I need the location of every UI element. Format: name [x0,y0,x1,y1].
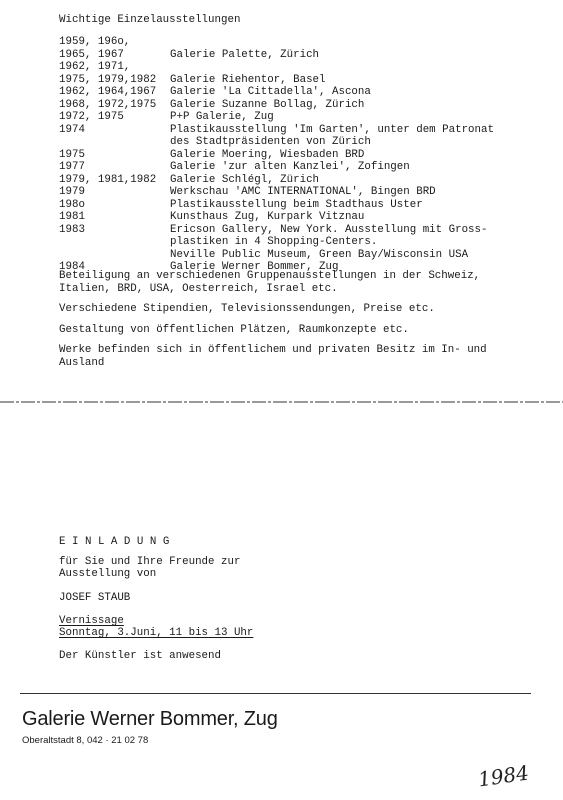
info-paragraphs [59,270,529,377]
info-paragraph: Gestaltung von öffentlichen Plätzen, Raumkonzepte etc. [59,323,409,336]
exhibition-years: 1959, 196o, [59,36,131,48]
vernissage-date: Sonntag, 3.Juni, 11 bis 13 Uhr [59,627,254,639]
exhibition-venue: Ericson Gallery, New York. Ausstellung mit Gross- [170,223,488,236]
artist-name: JOSEF STAUB [59,592,131,604]
exhibition-years: 1968, 1972,1975 [59,98,157,111]
invitation-title: EINLADUNG [59,536,176,548]
exhibition-years: 1977 [59,161,85,173]
info-paragraph: Beteiligung an verschiedenen Gruppenausstellungen in der Schweiz, Italien, BRD, USA, Oesterreich, Israel etc. [59,270,481,295]
exhibition-venue: Galerie 'La Cittadella', Ascona [170,86,371,98]
gallery-address: Oberaltstadt 8, 042 · 21 02 78 [22,735,149,746]
exhibition-venue: des Stadtpräsidenten von Zürich [170,136,371,148]
exhibition-venue: Werkschau 'AMC INTERNATIONAL', Bingen BRD [170,186,436,198]
exhibition-years: 1962, 1971, [59,61,131,73]
exhibition-venue: Kunsthaus Zug, Kurpark Vitznau [170,211,365,223]
section-heading: Wichtige Einzelausstellungen [59,14,241,26]
exhibition-venue: Galerie Schlégl, Zürich [170,173,320,186]
exhibition-years: 1975, 1979,1982 [59,73,157,86]
exhibition-venue: Galerie Suzanne Bollag, Zürich [170,98,365,111]
exhibition-years: 1962, 1964,1967 [59,86,157,98]
exhibition-venue: Galerie Palette, Zürich [170,48,320,61]
exhibition-years: 1972, 1975 [59,111,124,123]
artist-present-note: Der Künstler ist anwesend [59,650,221,662]
divider-rule [20,693,531,694]
info-paragraph: Werke befinden sich in öffentlichem und privaten Besitz im In- und Ausland [59,344,487,369]
invitation-line-1: für Sie und Ihre Freunde zur [59,556,241,568]
handwritten-year: 1984 [476,760,531,792]
exhibition-venue: Galerie 'zur alten Kanzlei', Zofingen [170,161,410,173]
exhibition-years: 1981 [59,211,85,223]
exhibition-years: 1984 [59,261,85,273]
exhibition-years: 1983 [59,223,85,236]
exhibition-venue: Plastikausstellung beim Stadthaus Uster [170,198,423,211]
exhibition-venue: Galerie Werner Bommer, Zug [170,261,339,273]
exhibition-years: 198o [59,198,85,211]
exhibition-venue: plastiken in 4 Shopping-Centers. [170,236,378,248]
gallery-name: Galerie Werner Bommer, Zug [22,708,278,730]
exhibition-years: 1979 [59,186,85,198]
exhibition-years: 1965, 1967 [59,48,124,61]
exhibition-venue: Galerie Moering, Wiesbaden BRD [170,148,365,161]
exhibition-venue: P+P Galerie, Zug [170,111,274,123]
info-paragraph: Verschiedene Stipendien, Televisionssendungen, Preise etc. [59,303,435,315]
invitation-line-2: Ausstellung von [59,568,157,580]
exhibition-years: 1975 [59,148,85,161]
exhibition-years: 1979, 1981,1982 [59,173,157,186]
exhibition-venue: Galerie Riehentor, Basel [170,73,326,86]
exhibition-years: 1974 [59,123,85,136]
fold-line [0,398,563,406]
exhibition-venue: Plastikausstellung 'Im Garten', unter dem Patronat [170,123,494,136]
exhibition-venue: Neville Public Museum, Green Bay/Wisconsin USA [170,248,469,261]
vernissage-label: Vernissage [59,615,124,627]
